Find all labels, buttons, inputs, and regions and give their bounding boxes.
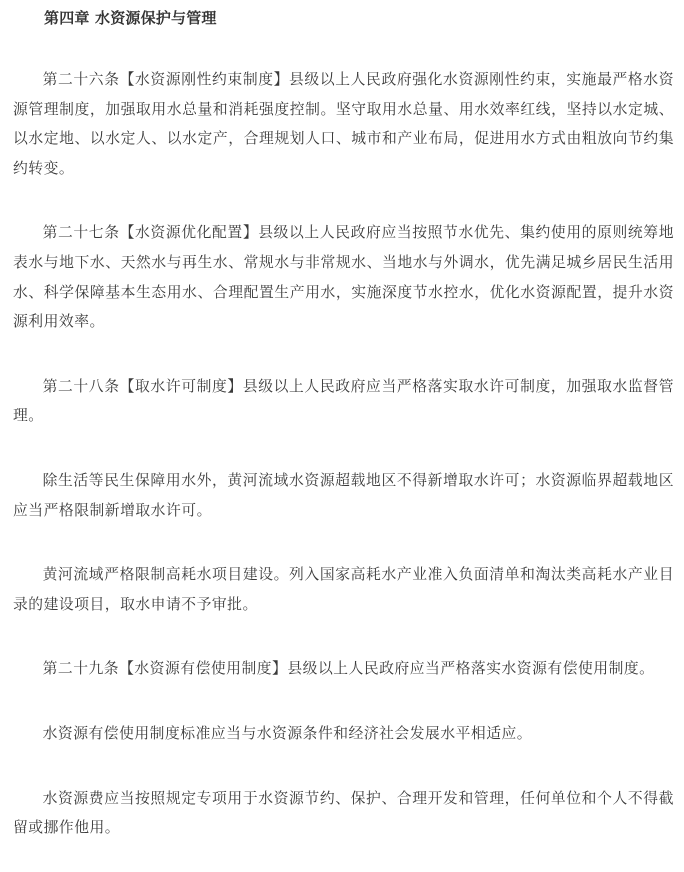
article-29-clause-3: 水资源费应当按照规定专项用于水资源节约、保护、合理开发和管理，任何单位和个人不得截留或挪作他用。: [13, 789, 674, 837]
article-28-paragraph: 第二十八条【取水许可制度】县级以上人民政府应当严格落实取水许可制度，加强取水监督管理。: [13, 377, 674, 425]
article-26-paragraph: 第二十六条【水资源刚性约束制度】县级以上人民政府强化水资源刚性约束，实施最严格水资源管理制度，加强取用水总量和消耗强度控制。坚守取用水总量、用水效率红线，坚持以水定城、以水定地、以水定人、以水定产，合理规划人口、城市和产业布局，促进用水方式由粗放向节约集约转变。: [13, 71, 674, 177]
article-29-clause-2: 水资源有偿使用制度标准应当与水资源条件和经济社会发展水平相适应。: [42, 724, 533, 742]
article-28-clause-2: 除生活等民生保障用水外，黄河流域水资源超载地区不得新增取水许可；水资源临界超载地区应当严格限制新增取水许可。: [13, 471, 674, 519]
article-29-paragraph: 第二十九条【水资源有偿使用制度】县级以上人民政府应当严格落实水资源有偿使用制度。: [42, 660, 655, 678]
article-28-clause-3: 黄河流域严格限制高耗水项目建设。列入国家高耗水产业准入负面清单和淘汰类高耗水产业目录的建设项目，取水申请不予审批。: [13, 566, 674, 613]
article-27-paragraph: 第二十七条【水资源优化配置】县级以上人民政府应当按照节水优先、集约使用的原则统筹地表水与地下水、天然水与再生水、常规水与非常规水、当地水与外调水，优先满足城乡居民生活用水、科学保障基本生态用水、合理配置生产用水，实施深度节水控水，优化水资源配置，提升水资源利用效率。: [13, 224, 674, 331]
chapter-title: 第四章 水资源保护与管理: [44, 9, 217, 27]
